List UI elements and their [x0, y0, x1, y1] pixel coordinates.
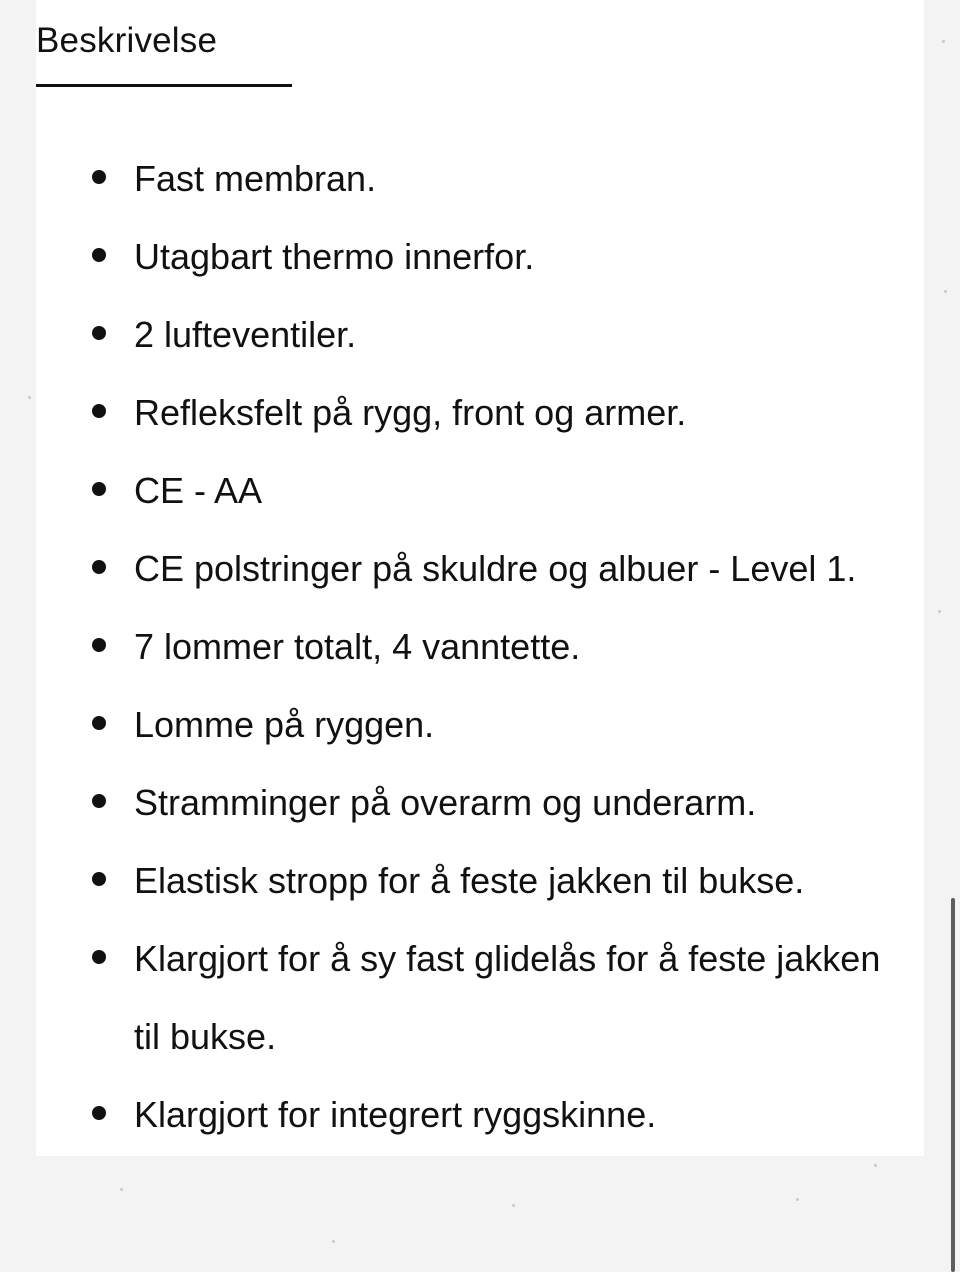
background-speckle	[28, 396, 31, 399]
background-speckle	[938, 610, 941, 613]
bullet-icon	[92, 404, 106, 418]
bullet-icon	[92, 326, 106, 340]
list-item	[36, 452, 916, 530]
section-title: Beskrivelse	[36, 21, 218, 60]
feature-text: Utagbart thermo innerfor.	[134, 236, 535, 277]
bullet-icon	[92, 248, 106, 262]
feature-text: CE polstringer på skuldre og albuer - Level 1.	[134, 548, 857, 589]
feature-list	[36, 140, 916, 1154]
background-speckle	[874, 1164, 877, 1167]
feature-text: Lomme på ryggen.	[134, 704, 435, 745]
bullet-icon	[92, 560, 106, 574]
list-item	[36, 920, 916, 1076]
active-tab-underline	[36, 84, 292, 87]
background-speckle	[796, 1198, 799, 1201]
bullet-icon	[92, 716, 106, 730]
background-speckle	[512, 1204, 515, 1207]
bullet-icon	[92, 794, 106, 808]
vertical-scrollbar[interactable]	[946, 0, 960, 1272]
feature-text: CE - AA	[134, 470, 263, 511]
list-item	[36, 296, 916, 374]
background-speckle	[120, 1188, 123, 1191]
list-item	[36, 374, 916, 452]
background-speckle	[942, 40, 945, 43]
background-speckle	[944, 290, 947, 293]
feature-text: Klargjort for integrert ryggskinne.	[134, 1094, 657, 1135]
feature-text: Klargjort for å sy fast glidelås for å feste jakken til bukse.	[134, 938, 881, 1057]
background-speckle	[332, 1240, 335, 1243]
bullet-icon	[92, 638, 106, 652]
description-tab[interactable]	[36, 18, 292, 64]
list-item	[36, 608, 916, 686]
description-panel	[36, 0, 924, 1156]
list-item	[36, 1076, 916, 1154]
feature-text: Stramminger på overarm og underarm.	[134, 782, 757, 823]
feature-text: 7 lommer totalt, 4 vanntette.	[134, 626, 581, 667]
list-item	[36, 530, 916, 608]
feature-text: Elastisk stropp for å feste jakken til bukse.	[134, 860, 805, 901]
list-item	[36, 842, 916, 920]
bullet-icon	[92, 170, 106, 184]
list-item	[36, 764, 916, 842]
list-item	[36, 140, 916, 218]
bullet-icon	[92, 1106, 106, 1120]
feature-text: Refleksfelt på rygg, front og armer.	[134, 392, 687, 433]
bullet-icon	[92, 872, 106, 886]
list-item	[36, 218, 916, 296]
bullet-icon	[92, 482, 106, 496]
list-item	[36, 686, 916, 764]
feature-text: Fast membran.	[134, 158, 377, 199]
scrollbar-thumb[interactable]	[951, 898, 955, 1272]
feature-text: 2 lufteventiler.	[134, 314, 357, 355]
bullet-icon	[92, 950, 106, 964]
